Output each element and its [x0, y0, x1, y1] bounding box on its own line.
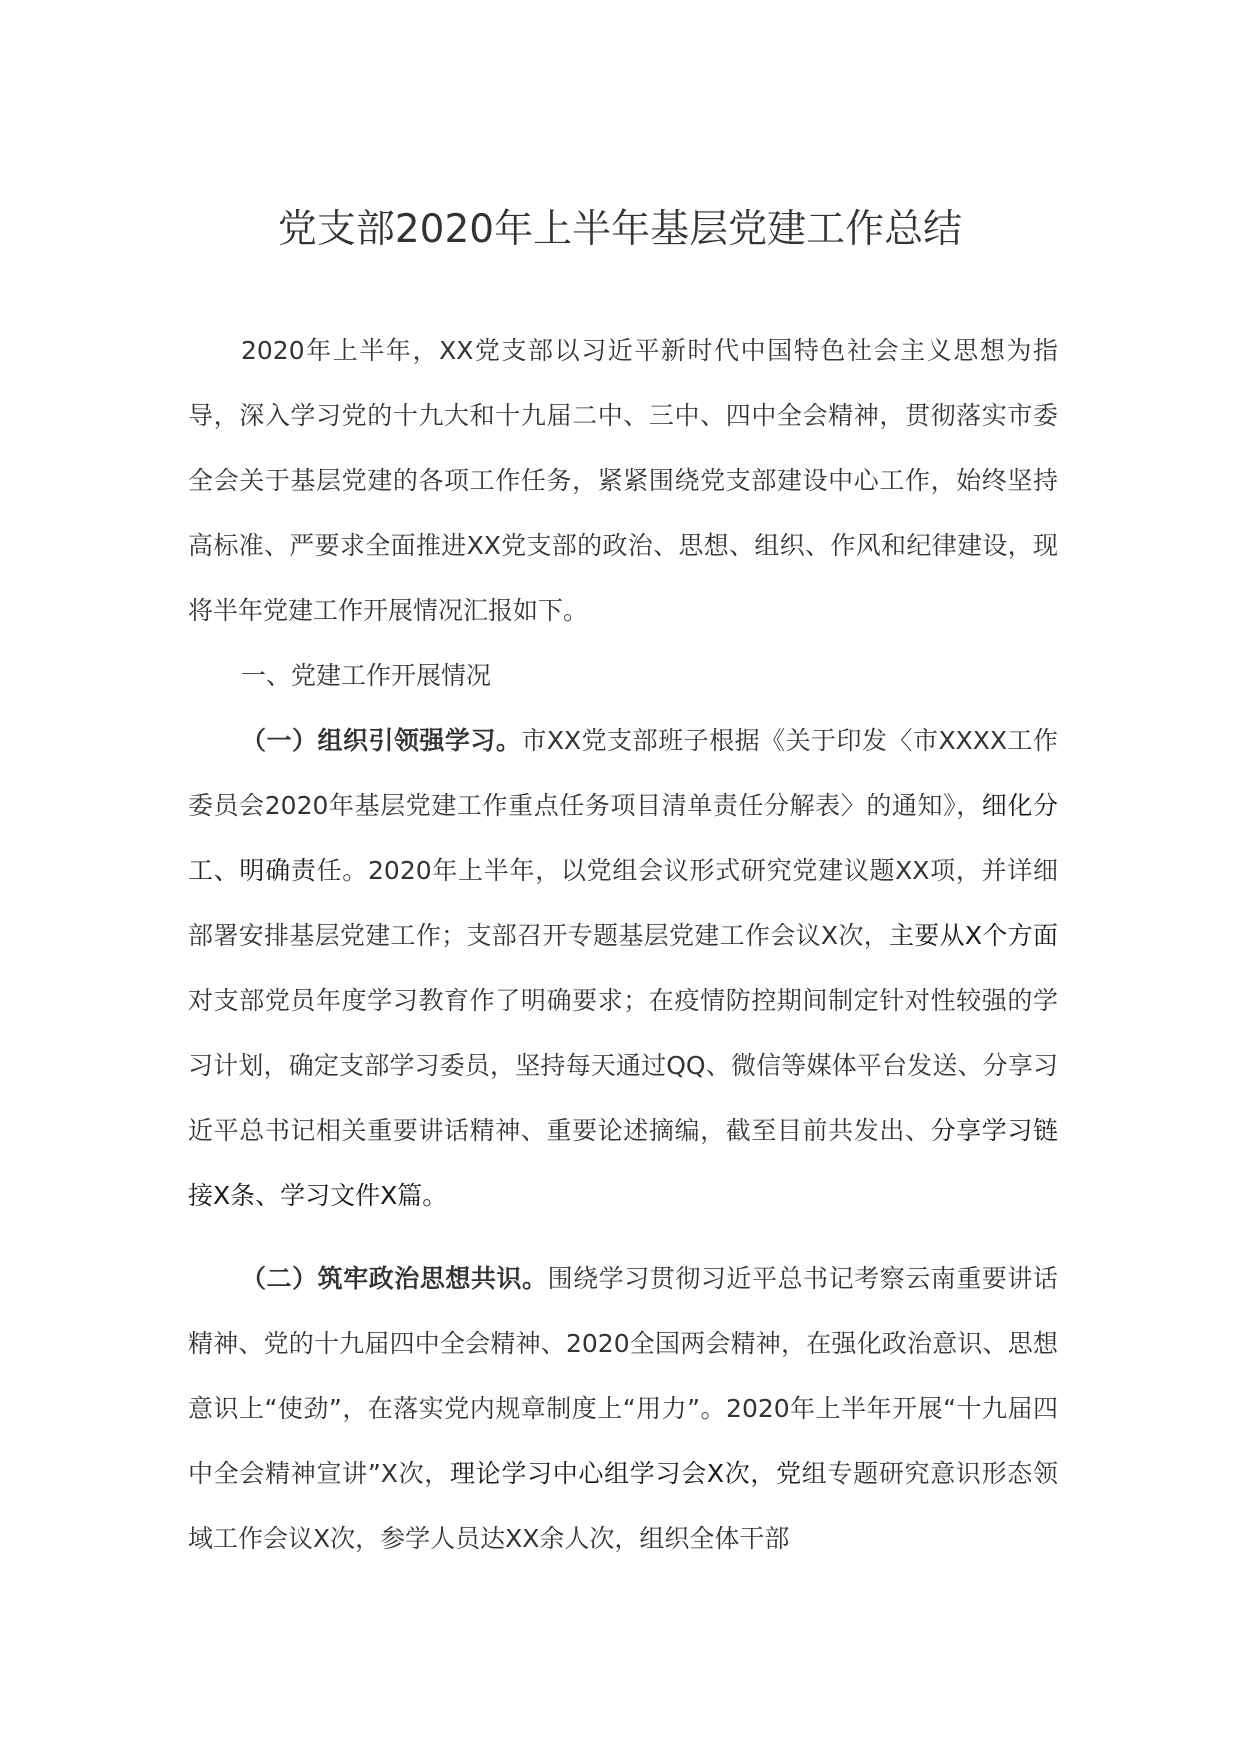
item-1-text-b: 细化分工、明确责: [188, 791, 1058, 885]
item-1-text-a: 市XX党支部班子根据《关于印发〈市XXXX工作委员会2020年基层党建工作重点任务项目清单责任分解表〉的通知》，: [188, 726, 1058, 820]
item-paragraph-2: [188, 1246, 1058, 1571]
item-1-text-c: 任。2020年上半年，以党组会议形式研究党建议题XX项，并详细部署安排基层党建工作；支部召开专题基层党建工作会议X次，: [188, 856, 1058, 950]
document-title: 党支部2020年上半年基层党建工作总结: [277, 207, 963, 252]
item-2-lead: （二）筑牢政治思想共识。: [241, 1264, 548, 1293]
item-2-text-a: 围绕学习贯彻习近平总书记考察云南重要讲话精神、党的十九届四中全会精神、2020全国两会精神，在强化政治意识、思想意识上“使劲”，在落实党内规章制度上“用力”。2020年上半年开展“十九届四中全会精神宣讲”X次，: [188, 1264, 1058, 1488]
item-1-text-d: 主要从X个方面: [888, 921, 1058, 950]
item-2-text-c: 组专题研究意识形态领域工作会议X次，参学人员达XX余人次，组织全体干部: [188, 1459, 1058, 1553]
item-1-text-e: 对支部党员年度学习教育作了明确要求；在疫情防控期间制定针对性较强的学习计划，确定支部学习委员，坚持每天通过QQ、微信等媒体平台发送、分享习近平总书记相关重要讲话精神、重要论述摘编，截至目前共发出、: [188, 986, 1058, 1145]
item-2-text-b: 理论学习中心组学习会X次，党: [449, 1459, 802, 1488]
intro-paragraph: 2020年上半年，XX党支部以习近平新时代中国特色社会主义思想为指导，深入学习党的十九大和十九届二中、三中、四中全会精神，贯彻落实市委全会关于基层党建的各项工作任务，紧紧围绕党支部建设中心工作，始终坚持高标准、严要求全面推进XX党支部的政治、思想、组织、作风和纪律建设，现将半年党建工作开展情况汇报如下。: [188, 336, 1058, 625]
item-1-lead: （一）组织引领强学习。: [241, 726, 522, 755]
section-heading: 一、党建工作开展情况: [241, 661, 492, 690]
document-body: [188, 318, 1058, 1571]
item-paragraph-1: [188, 708, 1058, 1228]
item-1-text-f: 分享学习链接X条、学习文件X篇。: [188, 1116, 1058, 1210]
